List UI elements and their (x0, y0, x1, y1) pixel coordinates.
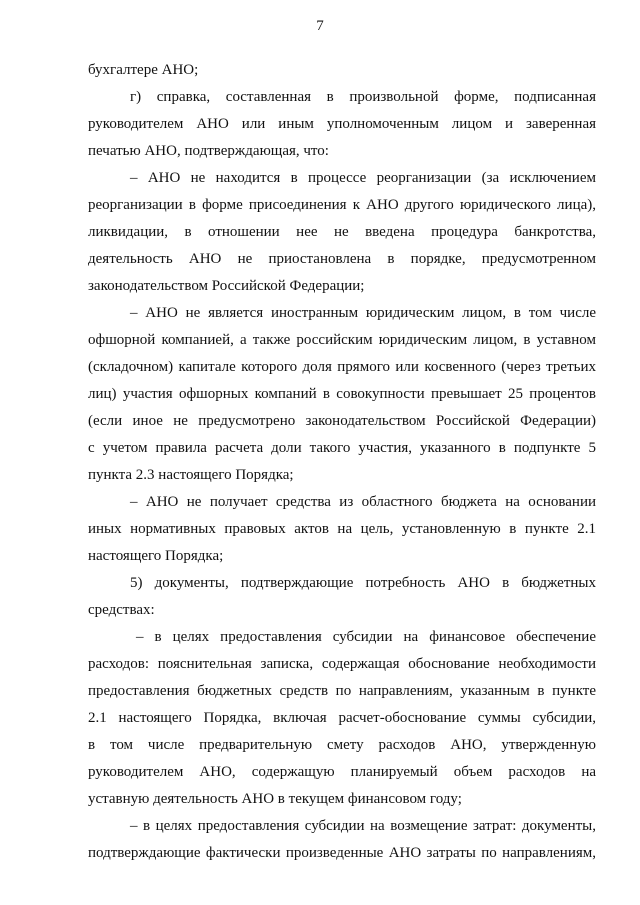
text-line: расходов: пояснительная записка, содержащая обоснование необходимости (88, 656, 596, 672)
text-line: предоставления бюджетных средств по направлениям, указанным в пункте (88, 683, 596, 699)
text-line: подтверждающие фактически произведенные АНО затраты по направлениям, (88, 845, 596, 861)
dash-item-start: – в целях предоставления субсидии на возмещение затрат: документы, (130, 818, 596, 834)
text-line: лиц) участия офшорных компаний в совокупности превышает 25 процентов (88, 386, 596, 402)
text-line: (складочном) капитале которого доля прямого или косвенного (через третьих (88, 359, 596, 375)
paragraph-g-start: г) справка, составленная в произвольной форме, подписанная (130, 89, 596, 105)
text-line: бухгалтере АНО; (88, 62, 199, 78)
dash-item-start: – АНО не находится в процессе реорганизации (за исключением (130, 170, 596, 186)
text-line: средствах: (88, 602, 155, 618)
text-line: пункта 2.3 настоящего Порядка; (88, 467, 294, 483)
paragraph-5-start: 5) документы, подтверждающие потребность АНО в бюджетных (130, 575, 596, 591)
text-line: с учетом правила расчета доли такого участия, указанного в подпункте 5 (88, 440, 596, 456)
text-line: в том числе предварительную смету расходов АНО, утвержденную (88, 737, 596, 753)
text-line: печатью АНО, подтверждающая, что: (88, 143, 329, 159)
dash-item-start: – АНО не получает средства из областного бюджета на основании (130, 494, 596, 510)
text-line: деятельность АНО не приостановлена в порядке, предусмотренном (88, 251, 596, 267)
dash-item-start: – АНО не является иностранным юридическим лицом, в том числе (130, 305, 596, 321)
text-line: уставную деятельность АНО в текущем финансовом году; (88, 791, 462, 807)
text-line: иных нормативных правовых актов на цель, установленную в пункте 2.1 (88, 521, 596, 537)
text-line: настоящего Порядка; (88, 548, 224, 564)
text-line: 2.1 настоящего Порядка, включая расчет-обоснование суммы субсидии, (88, 710, 596, 726)
text-line: реорганизации в форме присоединения к АНО другого юридического лица), (88, 197, 596, 213)
dash-item-start: – в целях предоставления субсидии на финансовое обеспечение (136, 629, 596, 645)
document-body (88, 57, 596, 867)
text-line: руководителем АНО или иным уполномоченным лицом и заверенная (88, 116, 596, 132)
text-line: (если иное не предусмотрено законодательством Российской Федерации) (88, 413, 596, 429)
text-line: ликвидации, в отношении нее не введена процедура банкротства, (88, 224, 596, 240)
text-line: руководителем АНО, содержащую планируемый объем расходов на (88, 764, 596, 780)
text-line: законодательством Российской Федерации; (88, 278, 365, 294)
page-number: 7 (316, 18, 324, 34)
text-line: офшорной компанией, а также российским юридическим лицом, в уставном (88, 332, 596, 348)
